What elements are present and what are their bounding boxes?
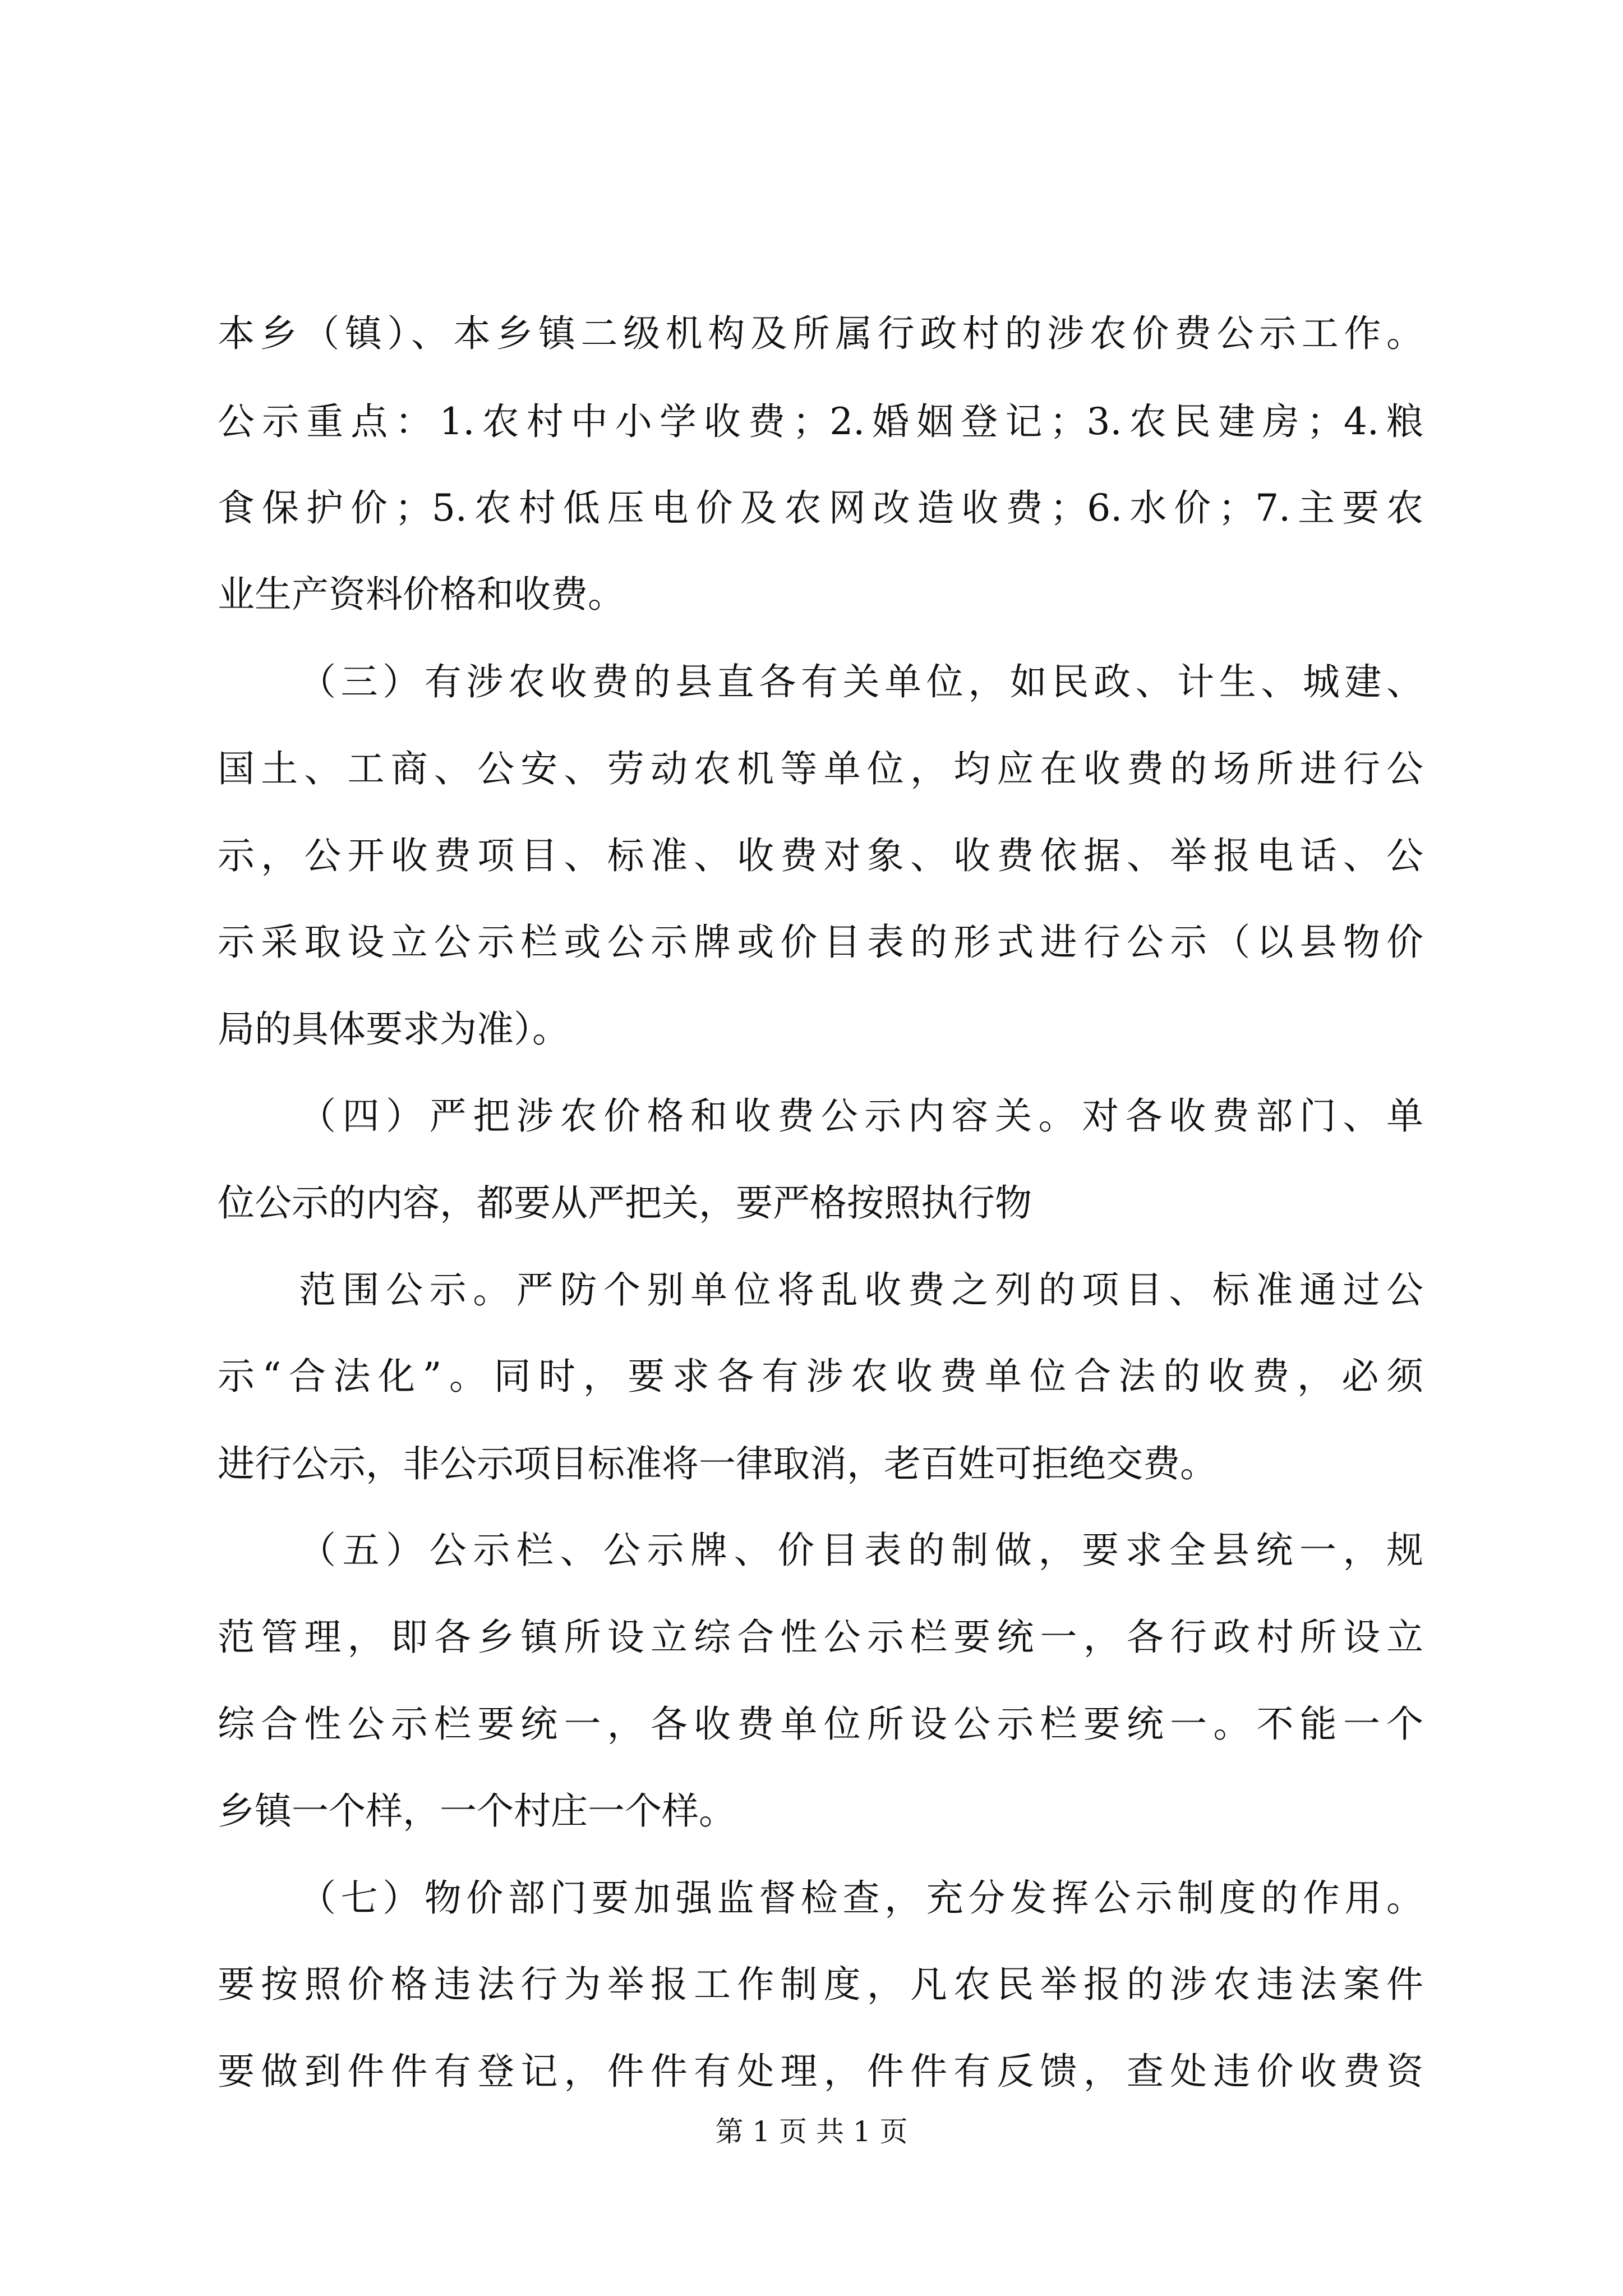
text-line: 示采取设立公示栏或公示牌或价目表的形式进行公示（以县物价: [218, 921, 1423, 964]
text-line: 要按照价格违法行为举报工作制度，凡农民举报的涉农违法案件: [218, 1963, 1423, 2006]
text-line: 业生产资料价格和收费。: [218, 573, 625, 616]
text-line: （四）严把涉农价格和收费公示内容关。对各收费部门、单: [299, 1094, 1423, 1138]
text-line: 综合性公示栏要统一，各收费单位所设公示栏要统一。不能一个: [218, 1703, 1423, 1746]
text-line: 本乡（镇）、本乡镇二级机构及所属行政村的涉农价费公示工作。: [218, 312, 1423, 355]
text-line: 要做到件件有登记，件件有处理，件件有反馈，查处违价收费资: [218, 2050, 1423, 2093]
text-line: 范围公示。严防个别单位将乱收费之列的项目、标准通过公: [299, 1268, 1423, 1312]
text-line: 范管理，即各乡镇所设立综合性公示栏要统一，各行政村所设立: [218, 1616, 1423, 1659]
text-line: 示“合法化”。同时，要求各有涉农收费单位合法的收费，必须: [218, 1355, 1423, 1398]
text-line: 公示重点：1.农村中小学收费；2.婚姻登记；3.农民建房；4.粮: [218, 400, 1423, 443]
page-number-footer: 第 1 页 共 1 页: [715, 2115, 908, 2148]
text-line: 国土、工商、公安、劳动农机等单位，均应在收费的场所进行公: [218, 747, 1423, 790]
text-line: （七）物价部门要加强监督检查，充分发挥公示制度的作用。: [299, 1876, 1423, 1920]
text-line: （五）公示栏、公示牌、价目表的制做，要求全县统一，规: [299, 1529, 1423, 1572]
text-line: 位公示的内容，都要从严把关，要严格按照执行物: [218, 1181, 1032, 1225]
text-line: 乡镇一个样，一个村庄一个样。: [218, 1789, 736, 1833]
text-line: 示，公开收费项目、标准、收费对象、收费依据、举报电话、公: [218, 834, 1423, 877]
text-line: 食保护价；5.农村低压电价及农网改造收费；6.水价；7.主要农: [218, 486, 1423, 530]
text-line: （三）有涉农收费的县直各有关单位，如民政、计生、城建、: [299, 660, 1423, 703]
text-line: 局的具体要求为准）。: [218, 1007, 569, 1051]
text-line: 进行公示，非公示项目标准将一律取消，老百姓可拒绝交费。: [218, 1442, 1217, 1485]
